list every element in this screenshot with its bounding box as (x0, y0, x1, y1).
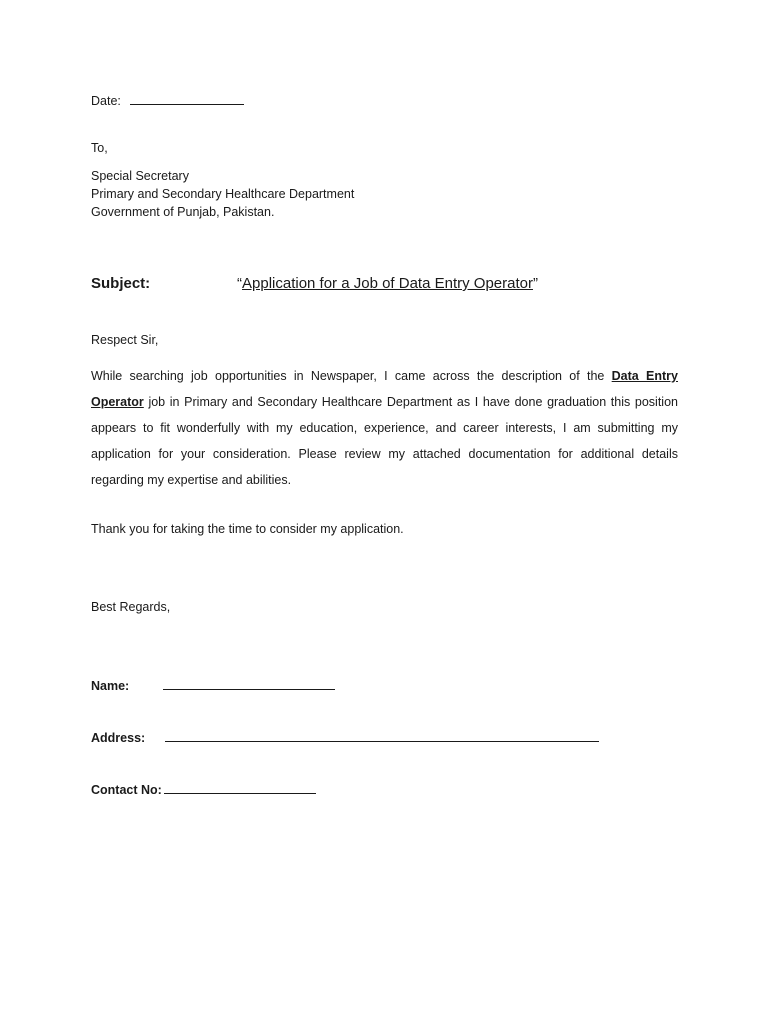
greeting: Respect Sir, (91, 333, 159, 347)
contact-field (91, 781, 162, 799)
thanks-line: Thank you for taking the time to consider my application. (91, 522, 404, 536)
name-field (91, 677, 129, 695)
subject-open-quote: “ (237, 275, 242, 292)
recipient-government: Government of Punjab, Pakistan. (91, 205, 275, 219)
body-highlight: Data Entry Operator (91, 369, 678, 409)
subject-label: Subject: (91, 275, 151, 292)
address-label: Address: (91, 731, 146, 745)
subject-title (237, 274, 538, 294)
date-blank (130, 92, 244, 105)
subject-title-text: Application for a Job of Data Entry Operator (242, 275, 533, 292)
body-paragraph (91, 363, 678, 493)
name-blank (163, 689, 335, 690)
address-field (91, 729, 145, 747)
address-blank (165, 741, 599, 742)
recipient-title: Special Secretary (91, 169, 189, 183)
body-text-part1: While searching job opportunities in Newspaper, I came across the description of the (91, 369, 612, 383)
contact-label: Contact No: (91, 783, 162, 797)
closing-line: Best Regards, (91, 600, 171, 614)
body-text-part2: job in Primary and Secondary Healthcare Department as I have done graduation this position appears to fit wonderfully with my education, experience, and career interests, I am submitting my application for your consideration. Please review my attached documentation for additional details regarding my expertise and abilities. (91, 395, 678, 487)
subject-close-quote: ” (532, 275, 538, 292)
date-label: Date: (91, 94, 121, 108)
name-label: Name: (91, 679, 130, 693)
recipient-department: Primary and Secondary Healthcare Department (91, 187, 355, 201)
date-line (91, 92, 244, 110)
to-line: To, (91, 141, 108, 155)
contact-blank (164, 793, 316, 794)
